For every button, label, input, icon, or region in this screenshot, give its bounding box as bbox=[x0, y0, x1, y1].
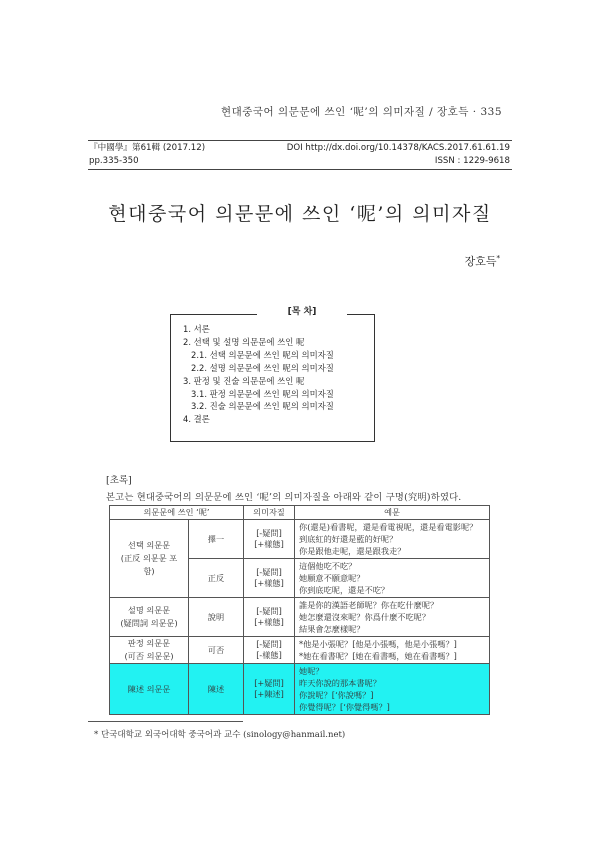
paper-title: 현대중국어 의문문에 쓰인 ‘呢’의 의미자질 bbox=[108, 203, 492, 225]
semantic-feature-table bbox=[109, 505, 490, 715]
footnote-divider bbox=[88, 721, 243, 722]
author bbox=[465, 253, 500, 269]
example-sentence: 這個他吃不吃？ bbox=[299, 561, 357, 571]
group-cell bbox=[110, 520, 189, 598]
toc-item: 3.2. 진술 의문문에 쓰인 呢의 의미자질 bbox=[191, 401, 334, 412]
feature-cell bbox=[244, 664, 295, 715]
group-sublabel: (正反 의문문 포 bbox=[120, 553, 178, 563]
table-header-row bbox=[110, 506, 490, 520]
group-label: 설명 의문문 bbox=[127, 605, 171, 615]
table-row bbox=[110, 598, 490, 637]
example-sentence: 你到底吃呢，還是不吃？ bbox=[299, 585, 390, 595]
example-sentence: 你(還是)看書呢，還是看電視呢，還是看電影呢？ bbox=[299, 522, 478, 532]
example-sentence: 到底紅的好還是藍的好呢？ bbox=[299, 534, 398, 544]
toc-item: 4. 결론 bbox=[183, 414, 210, 425]
abstract-text: 본고는 현대중국어의 의문문에 쓰인 ‘呢’의 의미자질을 아래와 같이 구명(究明)하였다. bbox=[106, 492, 462, 503]
feature-cell bbox=[244, 520, 295, 559]
example-sentence: 誰是你的漢語老師呢？你在吃什麼呢？ bbox=[299, 600, 439, 610]
examples-cell bbox=[295, 637, 490, 664]
abstract-label: [초록] bbox=[106, 475, 132, 486]
example-sentence: *她在看書呢？[她在看書嗎，她在看書嗎？] bbox=[299, 651, 457, 661]
feature-cell bbox=[244, 559, 295, 598]
issn: ISSN : 1229-9618 bbox=[434, 156, 510, 166]
group-label: 선택 의문문 bbox=[127, 540, 171, 550]
doi-link[interactable]: DOI http://dx.doi.org/10.14378/KACS.2017.61.61.19 bbox=[286, 143, 510, 153]
toc-item: 2. 선택 및 설명 의문문에 쓰인 呢 bbox=[183, 336, 305, 347]
page-range: pp.335-350 bbox=[89, 156, 139, 166]
table-row bbox=[110, 637, 490, 664]
feature-value: [+樣態] bbox=[254, 539, 284, 549]
feature-value: [+樣態] bbox=[254, 617, 284, 627]
toc-item: 3.1. 판정 의문문에 쓰인 呢의 의미자질 bbox=[191, 388, 334, 399]
subtype-cell: 說明 bbox=[189, 598, 244, 637]
group-sublabel: (可否 의문문) bbox=[124, 651, 174, 661]
examples-cell bbox=[295, 559, 490, 598]
feature-value: [+陳述] bbox=[254, 689, 284, 699]
examples-cell bbox=[295, 664, 490, 715]
group-sublabel: (疑問詞 의문문) bbox=[120, 618, 178, 628]
toc-item: 1. 서론 bbox=[183, 324, 210, 334]
toc-title: [목 차] bbox=[257, 305, 347, 319]
toc-item: 2.1. 선택 의문문에 쓰인 呢의 의미자질 bbox=[191, 349, 334, 360]
table-of-contents bbox=[170, 314, 375, 442]
header-feature: 의미자질 bbox=[244, 506, 295, 520]
author-footnote: * 단국대학교 외국어대학 중국어과 교수 (sinology@hanmail.net) bbox=[94, 730, 346, 740]
example-sentence: 你是跟他走呢，還是跟我走？ bbox=[299, 546, 406, 556]
feature-value: [+疑問] bbox=[254, 678, 284, 688]
group-cell bbox=[110, 598, 189, 637]
feature-value: [-樣態] bbox=[256, 650, 282, 660]
table-row bbox=[110, 520, 490, 559]
feature-cell bbox=[244, 637, 295, 664]
group-cell: 陳述 의문문 bbox=[110, 664, 189, 715]
example-sentence: 你說呢？[‘你說嗎？] bbox=[299, 690, 374, 700]
toc-item: 2.2. 설명 의문문에 쓰인 呢의 의미자질 bbox=[191, 362, 334, 373]
header-question-type: 의문문에 쓰인 ‘呢’ bbox=[110, 506, 244, 520]
example-sentence: 結果會怎麼樣呢？ bbox=[299, 624, 365, 634]
feature-value: [-疑問] bbox=[256, 528, 282, 538]
example-sentence: *他是小張呢？[他是小張嗎，他是小張嗎？] bbox=[299, 639, 457, 649]
author-name: 장호득 bbox=[464, 255, 497, 268]
feature-cell bbox=[244, 598, 295, 637]
group-sublabel-tail: 함) bbox=[143, 566, 155, 576]
header-examples: 예문 bbox=[295, 506, 490, 520]
example-sentence: 你覺得呢？[‘你覺得嗎？] bbox=[299, 702, 390, 712]
feature-value: [-疑問] bbox=[256, 567, 282, 577]
journal-meta-box bbox=[88, 140, 512, 170]
example-sentence: 她怎麼還沒來呢？你爲什麼不吃呢？ bbox=[299, 612, 431, 622]
subtype-cell: 可否 bbox=[189, 637, 244, 664]
table-row-highlighted bbox=[110, 664, 490, 715]
example-sentence: 她願意不願意呢？ bbox=[299, 573, 365, 583]
subtype-cell: 正反 bbox=[189, 559, 244, 598]
examples-cell bbox=[295, 598, 490, 637]
author-footnote-mark[interactable]: * bbox=[496, 254, 500, 263]
journal-name: 『中國學』第61輯 (2017.12) bbox=[89, 143, 206, 153]
example-sentence: 昨天你說的那本書呢？ bbox=[299, 678, 381, 688]
toc-item: 3. 판정 및 진술 의문문에 쓰인 呢 bbox=[183, 375, 305, 386]
feature-value: [-疑問] bbox=[256, 606, 282, 616]
group-label: 판정 의문문 bbox=[127, 638, 171, 648]
feature-value: [-疑問] bbox=[256, 639, 282, 649]
subtype-cell: 陳述 bbox=[189, 664, 244, 715]
example-sentence: 她呢？ bbox=[299, 666, 324, 676]
examples-cell bbox=[295, 520, 490, 559]
feature-value: [+樣態] bbox=[254, 578, 284, 588]
running-head: 현대중국어 의문문에 쓰인 ‘呢’의 의미자질 / 장호득 · 335 bbox=[220, 106, 502, 118]
group-cell bbox=[110, 637, 189, 664]
subtype-cell: 擇一 bbox=[189, 520, 244, 559]
